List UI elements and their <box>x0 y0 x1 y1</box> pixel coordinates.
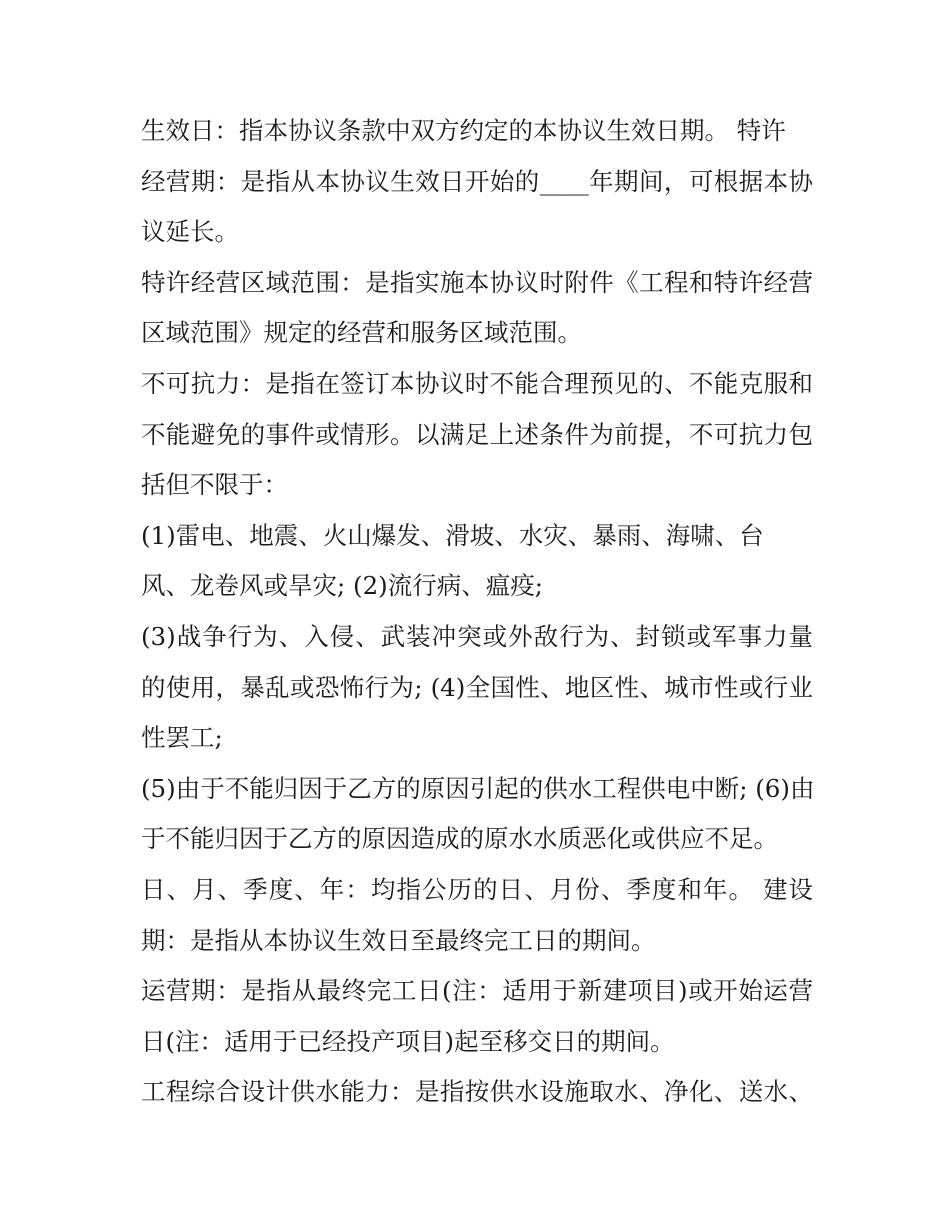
text-line: 区域范围》规定的经营和服务区域范围。 <box>141 318 582 348</box>
text-line: 于不能归因于乙方的原因造成的原水水质恶化或供应不足。 <box>141 824 778 854</box>
text-line: 括但不限于： <box>141 470 288 500</box>
text-line: (3)战争行为、入侵、武装冲突或外敌行为、封锁或军事力量 <box>141 621 813 651</box>
text-line: 运营期：是指从最终完工日(注：适用于新建项目)或开始运营 <box>141 976 813 1006</box>
text-line: 性罢工; <box>141 723 223 753</box>
text-line: (5)由于不能归因于乙方的原因引起的供水工程供电中断; (6)由 <box>141 773 815 803</box>
text-line: 不可抗力：是指在签订本协议时不能合理预见的、不能克服和 <box>141 368 813 398</box>
text-line: 的使用，暴乱或恐怖行为; (4)全国性、地区性、城市性或行业 <box>141 672 813 702</box>
text-line: 议延长。 <box>141 217 239 247</box>
text-line: 不能避免的事件或情形。以满足上述条件为前提，不可抗力包 <box>141 419 813 449</box>
text-line: 生效日：指本协议条款中双方约定的本协议生效日期。 特许 <box>141 116 786 145</box>
text-line: 日(注：适用于已经投产项目)起至移交日的期间。 <box>141 1026 675 1056</box>
text-line: 风、龙卷风或旱灾; (2)流行病、瘟疫; <box>141 571 543 601</box>
text-line: 日、月、季度、年：均指公历的日、月份、季度和年。 建设 <box>141 874 813 904</box>
text-line: 期：是指从本协议生效日至最终完工日的期间。 <box>141 925 656 955</box>
text-line: 特许经营区域范围：是指实施本协议时附件《工程和特许经营 <box>141 267 813 297</box>
text-line: 工程综合设计供水能力：是指按供水设施取水、净化、送水、 <box>141 1077 813 1107</box>
text-line: (1)雷电、地震、火山爆发、滑坡、水灾、暴雨、海啸、台 <box>141 520 764 550</box>
document-body <box>141 106 813 1118</box>
text-line: 经营期：是指从本协议生效日开始的____年期间，可根据本协 <box>141 166 813 196</box>
